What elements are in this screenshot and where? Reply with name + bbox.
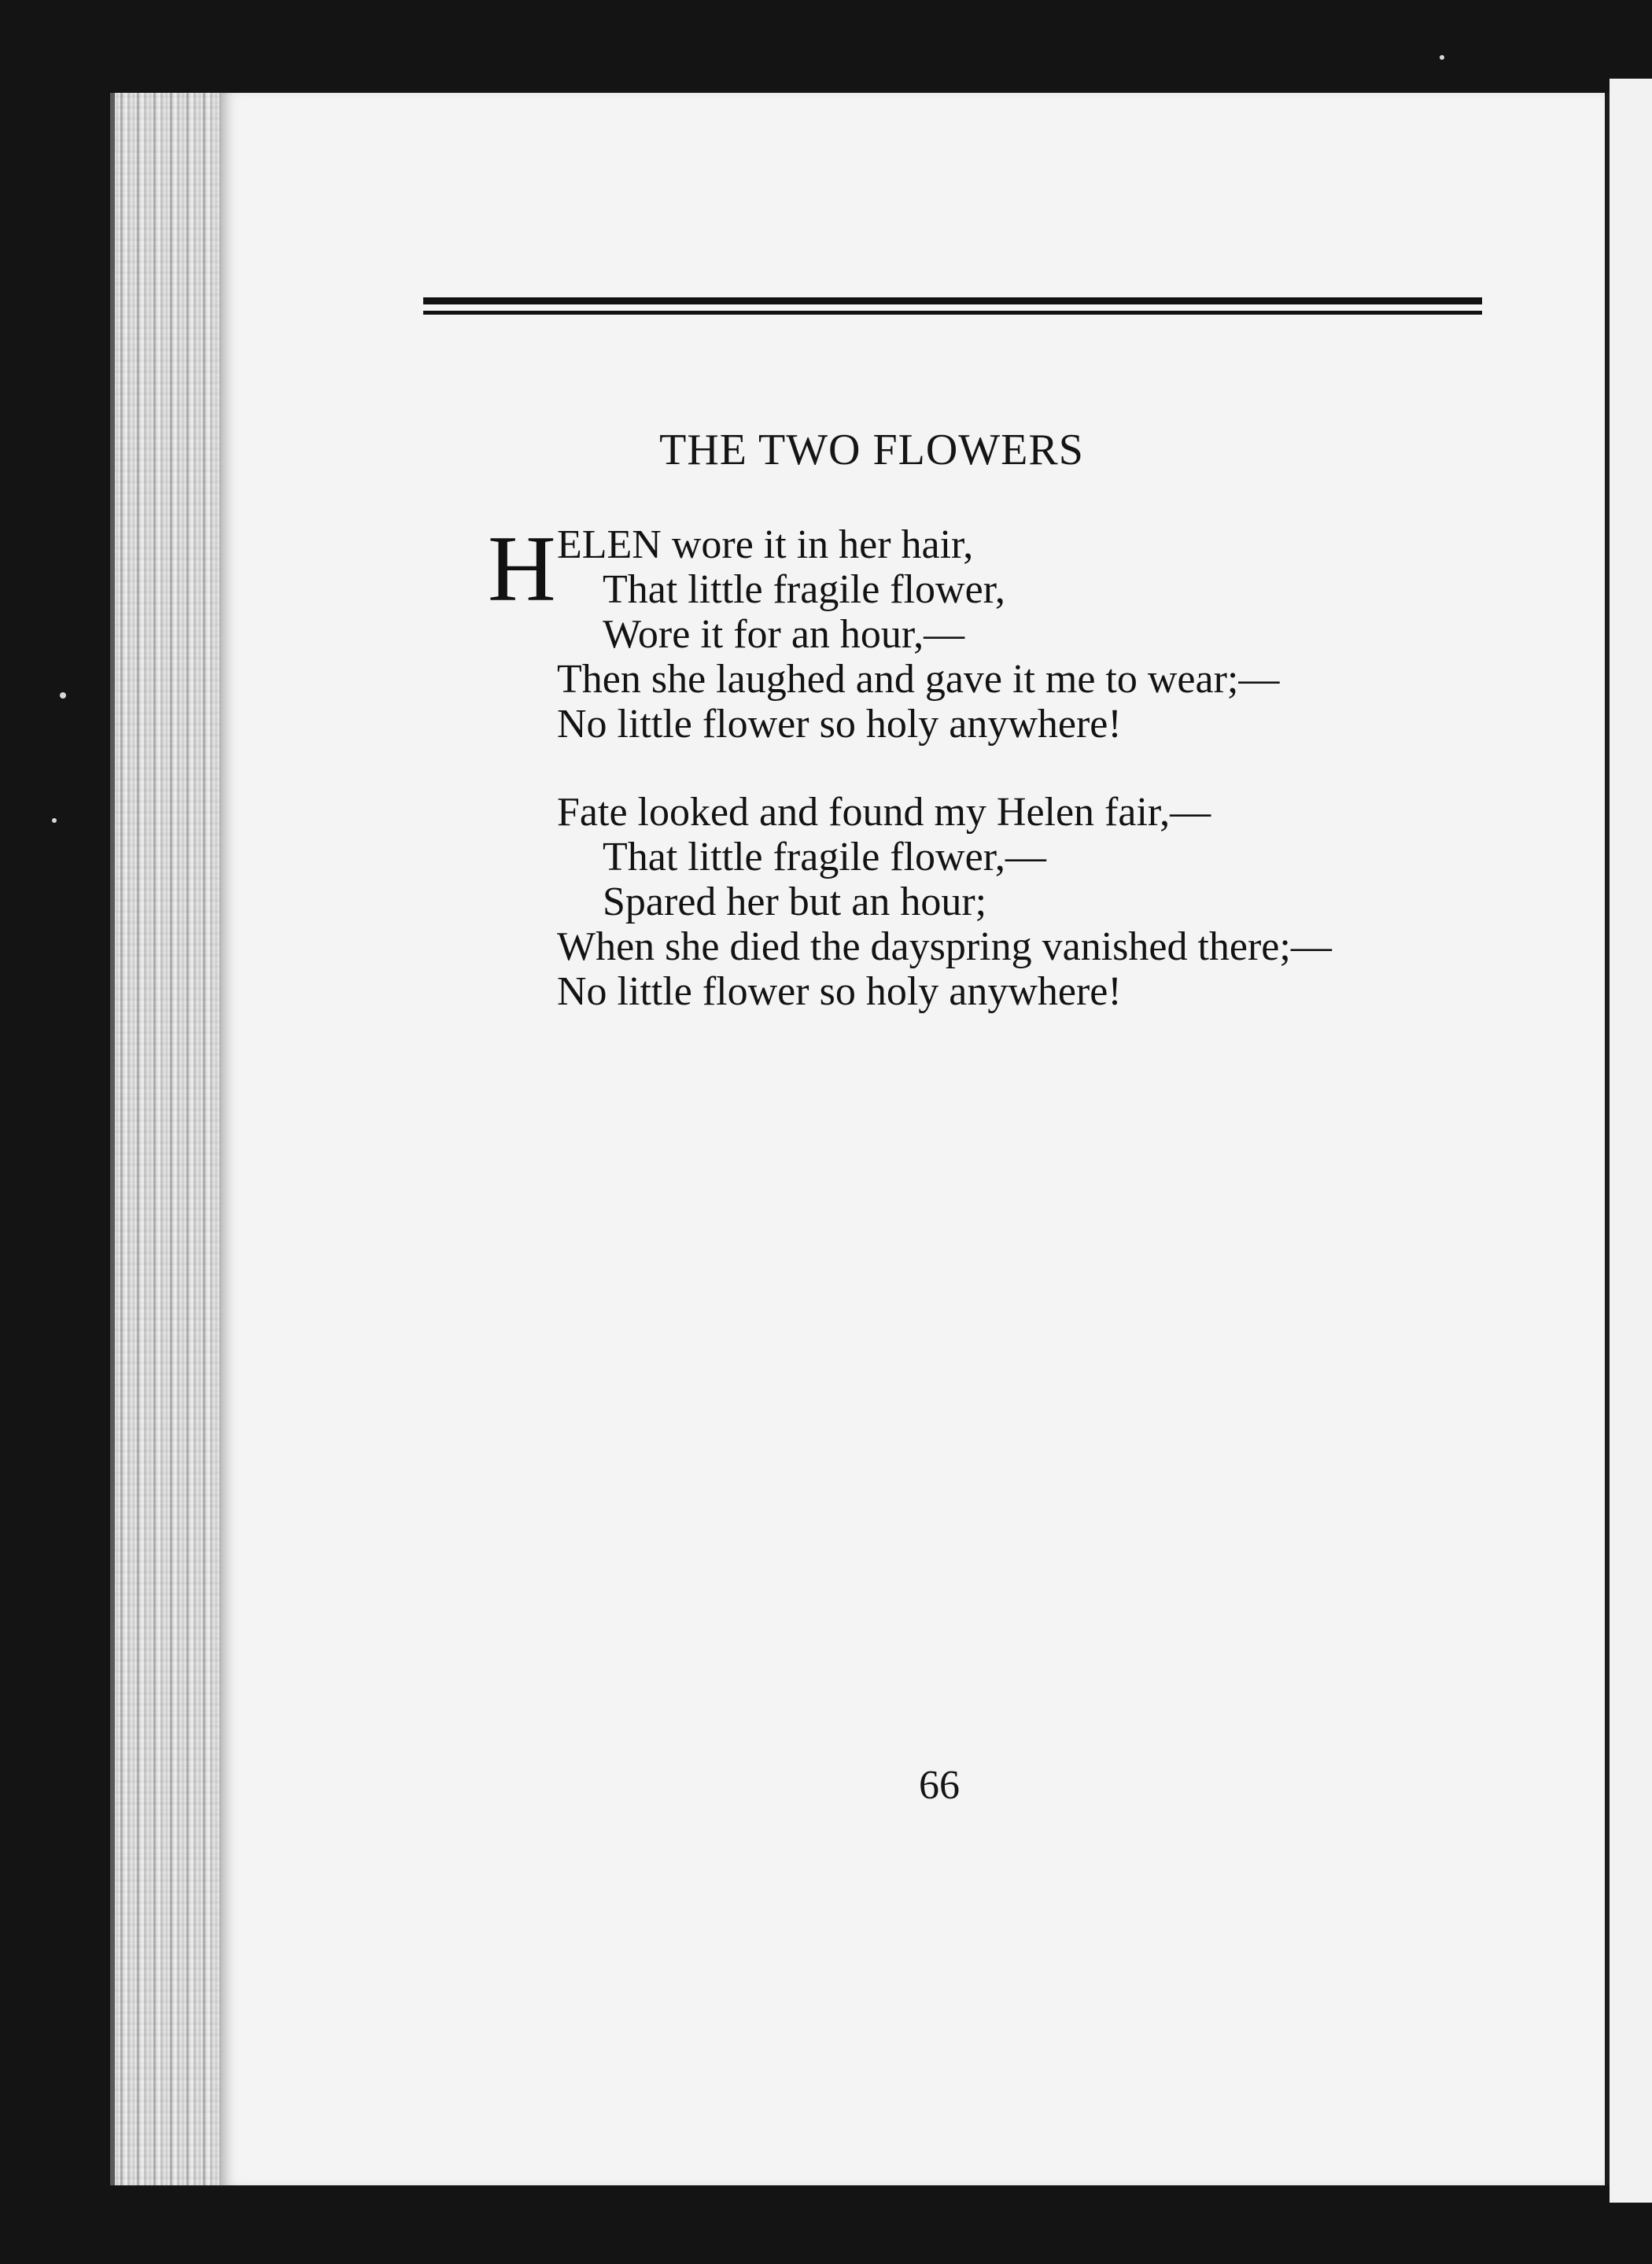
poem-line: When she died the dayspring vanished there;— xyxy=(557,924,1332,969)
poem-line: Then she laughed and gave it me to wear;— xyxy=(557,657,1280,702)
dust-speck xyxy=(1440,55,1444,60)
rule-thin xyxy=(423,311,1482,315)
page-number: 66 xyxy=(919,1763,960,1808)
stanza-break xyxy=(557,747,1332,790)
poem-line: No little flower so holy anywhere! xyxy=(557,969,1122,1014)
poem-line: Fate looked and found my Helen fair,— xyxy=(557,790,1211,835)
poem-line: ELEN wore it in her hair, xyxy=(557,522,974,567)
book-page-edges xyxy=(110,93,233,2185)
header-double-rule xyxy=(423,297,1482,315)
dust-speck xyxy=(52,818,57,823)
facing-page-strip xyxy=(1610,79,1652,2203)
poem-line: Spared her but an hour; xyxy=(603,879,987,924)
poem-line: That little fragile flower, xyxy=(603,567,1005,612)
poem-line: Wore it for an hour,— xyxy=(603,612,965,657)
poem-title: THE TWO FLOWERS xyxy=(659,426,1084,474)
book-page xyxy=(220,93,1610,2185)
dust-speck xyxy=(60,692,66,699)
poem-line: That little fragile flower,— xyxy=(603,835,1046,879)
rule-thick xyxy=(423,297,1482,304)
drop-cap: H xyxy=(488,516,556,621)
poem-line: No little flower so holy anywhere! xyxy=(557,702,1122,747)
poem-body xyxy=(488,516,1332,1014)
